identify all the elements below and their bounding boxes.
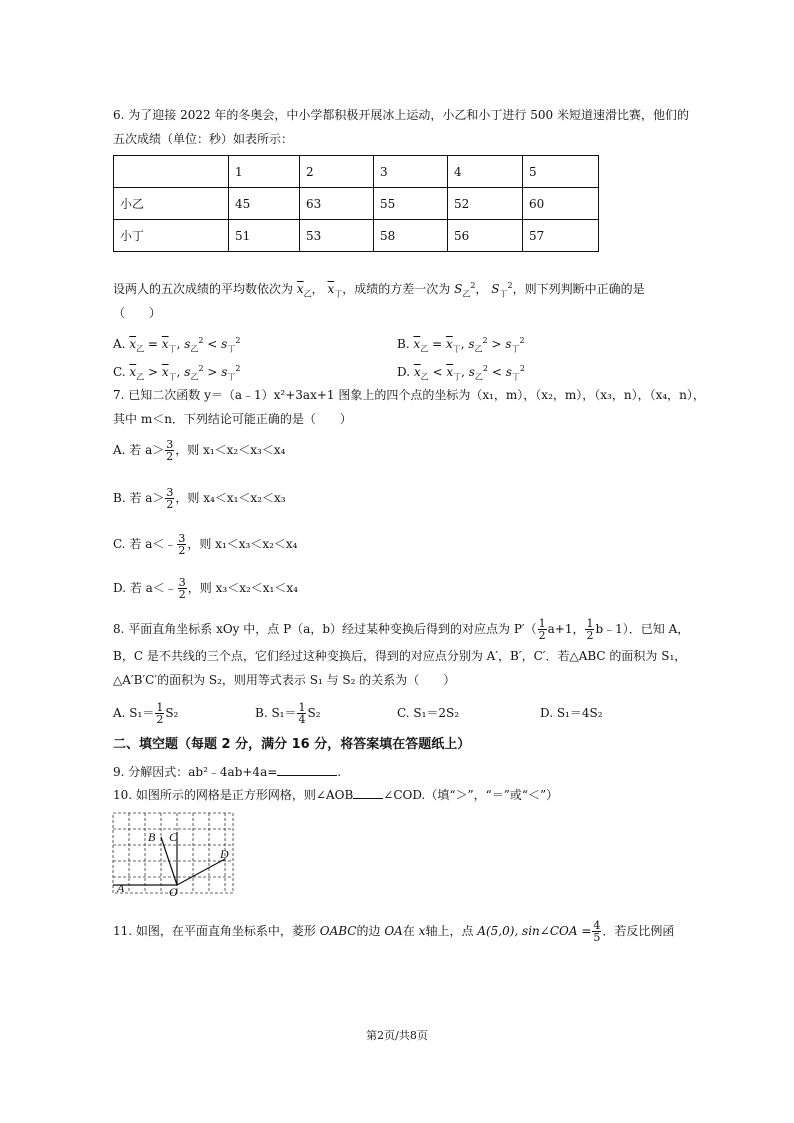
table-row (114, 188, 599, 220)
q7-line2: 其中 m＜n．下列结论可能正确的是（ ） (113, 412, 352, 426)
table-row (114, 156, 599, 188)
q7-option-d[interactable]: D. 若 a＜﹣ $\frac{3}{2}$ ，则 x₃＜x₂＜x₁＜x₄ (113, 576, 298, 601)
q10: 10. 如图所示的网格是正方形网格，则∠AOB ∠COD.（填“＞”，“＝”或“＜”） (113, 788, 559, 802)
q6-line1: 6. 为了迎接 2022 年的冬奥会，中小学都积极开展冰上运动，小乙和小丁进行 500 米短道速滑比赛，他们的 (113, 108, 689, 122)
label-c: C (169, 830, 178, 844)
q9: 9. 分解因式：ab²﹣4ab+4a= . (113, 765, 342, 779)
table-cell: 51 (229, 220, 300, 252)
table-cell: 小乙 (114, 188, 229, 220)
table-cell: 5 (523, 156, 599, 188)
q6-stem-c: ，则下列判断中正确的是 (512, 282, 645, 296)
q6-stem-b: ，成绩的方差一次为 (342, 282, 451, 296)
q7-option-b[interactable]: B. 若 a＞ $\frac{3}{2}$ ，则 x₄＜x₁＜x₂＜x₃ (113, 486, 286, 511)
table-cell: 1 (229, 156, 300, 188)
q6-line2: 五次成绩（单位：秒）如表所示： (113, 132, 294, 146)
q6-paren: （ ） (113, 306, 162, 320)
table-cell (114, 156, 229, 188)
q8-option-d[interactable]: D. S₁＝4S₂ (540, 706, 603, 720)
q6-stem-a: 设两人的五次成绩的平均数依次为 (113, 282, 294, 296)
table-cell: 45 (229, 188, 300, 220)
table-cell: 56 (448, 220, 523, 252)
q9-answer-blank[interactable] (277, 775, 337, 776)
q6-stem: 设两人的五次成绩的平均数依次为 $\overline{x}_乙$， $\overline{x}_丁$，成绩的方差一次为 $S_乙^2$， $S_丁^2$，则下列判断中正确的是 (113, 281, 645, 299)
table-row (114, 220, 599, 252)
section-title: 二、填空题（每题 2 分，满分 16 分，将答案填在答题纸上） (113, 737, 471, 752)
table-cell: 小丁 (114, 220, 229, 252)
q8-line1: 8. 平面直角坐标系 xOy 中，点 P（a，b）经过某种变换后得到的对应点为 P′（ $\frac{1}{2}$ a+1， $\frac{1}{2}$ b﹣1）．已知 A， (113, 617, 690, 642)
table-cell: 3 (374, 156, 448, 188)
score-table (113, 155, 599, 252)
table-cell: 52 (448, 188, 523, 220)
q6-option-a[interactable]: A. $\overline{x}_乙 = \overline{x}_丁$, $s_乙^2 < s_丁^2$ (113, 336, 241, 354)
table-cell: 55 (374, 188, 448, 220)
q7-line1: 7. 已知二次函数 y＝（a﹣1）x²+3ax+1 图象上的四个点的坐标为（x₁，m），（x₂，m），（x₃，n），（x₄，n）， (113, 388, 705, 402)
label-b: B (148, 830, 156, 844)
table-cell: 53 (300, 220, 374, 252)
table-cell: 58 (374, 220, 448, 252)
table-cell: 57 (523, 220, 599, 252)
label-a: A (117, 881, 125, 895)
table-cell: 63 (300, 188, 374, 220)
q11: 11. 如图，在平面直角坐标系中，菱形 OABC的边 OA在 x轴上，点 A(5,0), sin∠COA = $\frac{4}{5}$ ．若反比例函 (113, 919, 675, 944)
q8-line2: B，C 是不共线的三个点，它们经过这种变换后，得到的对应点分别为 A′，B′，C′．若△ABC 的面积为 S₁， (113, 649, 687, 663)
grid-figure (112, 812, 238, 898)
q6-option-c[interactable]: C. $\overline{x}_乙 > \overline{x}_丁$, $s_乙^2 > s_丁^2$ (113, 364, 241, 382)
q10-answer-blank[interactable] (353, 798, 383, 799)
q8-option-a[interactable]: A. S₁＝ $\frac{1}{2}$ S₂ (113, 701, 179, 726)
q6-option-d[interactable]: D. $\overline{x}_乙 < \overline{x}_丁$, $s_乙^2 < s_丁^2$ (397, 364, 525, 382)
q8-option-b[interactable]: B. S₁＝ $\frac{1}{4}$ S₂ (255, 701, 321, 726)
table-cell: 2 (300, 156, 374, 188)
q6-option-b[interactable]: B. $\overline{x}_乙 = \overline{x}_丁$, $s_乙^2 > s_丁^2$ (397, 336, 525, 354)
q7-option-a[interactable]: A. 若 a＞ $\frac{3}{2}$ ，则 x₁＜x₂＜x₃＜x₄ (113, 438, 286, 463)
label-o: O (169, 885, 178, 898)
q8-option-c[interactable]: C. S₁＝2S₂ (397, 706, 460, 720)
table-cell: 60 (523, 188, 599, 220)
q7-option-c[interactable]: C. 若 a＜﹣ $\frac{3}{2}$ ，则 x₁＜x₃＜x₂＜x₄ (113, 532, 298, 557)
label-d: D (220, 847, 229, 861)
table-cell: 4 (448, 156, 523, 188)
q8-line3: △A′B′C′的面积为 S₂，则用等式表示 S₁ 与 S₂ 的关系为（ ） (113, 673, 456, 687)
page-footer: 第2页/共8页 (366, 1029, 428, 1042)
